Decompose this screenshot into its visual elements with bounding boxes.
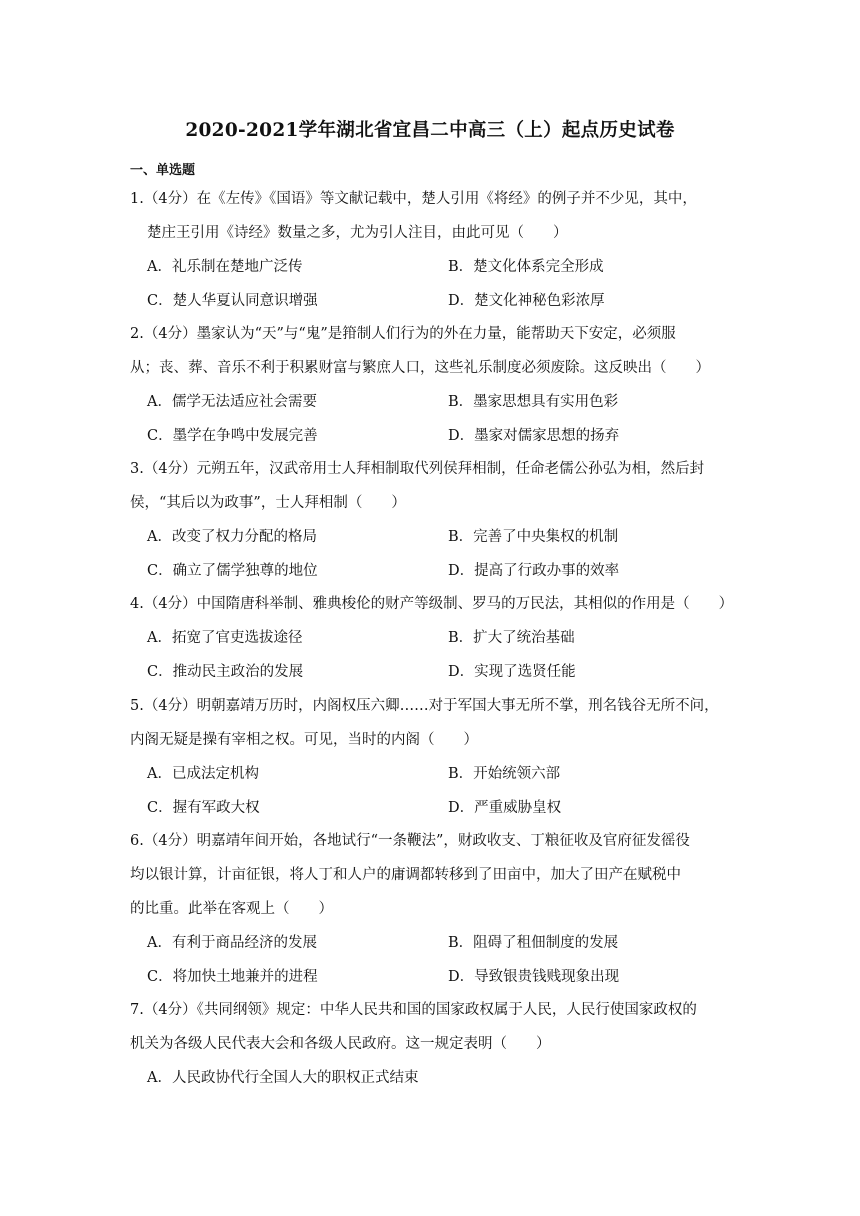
option-b[interactable]: B．扩大了统治基础 xyxy=(448,630,575,646)
question-text: 机关为各级人民代表大会和各级人民政府。这一规定表明（ ） xyxy=(130,1036,551,1052)
question-2 xyxy=(130,323,738,459)
option-c[interactable]: C．推动民主政治的发展 xyxy=(147,664,304,680)
option-b[interactable]: B．楚文化体系完全形成 xyxy=(448,259,604,275)
question-score: （4分） xyxy=(143,461,197,477)
option-a[interactable]: A．已成法定机构 xyxy=(147,766,259,782)
option-a[interactable]: A．人民政协代行全国人大的职权正式结束 xyxy=(147,1070,419,1086)
section-heading: 一、单选题 xyxy=(130,163,196,178)
question-score: （4分） xyxy=(143,833,197,849)
option-c[interactable]: C．将加快土地兼并的进程 xyxy=(147,969,318,985)
option-c[interactable]: C．确立了儒学独尊的地位 xyxy=(147,563,318,579)
question-3 xyxy=(130,458,738,594)
option-d[interactable]: D．提高了行政办事的效率 xyxy=(448,563,620,579)
option-a[interactable]: A．儒学无法适应社会需要 xyxy=(147,394,317,410)
option-a[interactable]: A．礼乐制在楚地广泛传 xyxy=(147,259,303,275)
option-c[interactable]: C．楚人华夏认同意识增强 xyxy=(147,293,318,309)
question-number: 7. xyxy=(130,1002,144,1018)
question-score: （4分） xyxy=(143,191,197,207)
option-b[interactable]: B．阻碍了租佃制度的发展 xyxy=(448,935,619,951)
question-6 xyxy=(130,830,738,1000)
question-score: （4分） xyxy=(143,326,197,342)
option-b[interactable]: B．墨家思想具有实用色彩 xyxy=(448,394,619,410)
question-text: 在《左传》《国语》等文献记载中，楚人引用《将经》的例子并不少见，其中， xyxy=(196,191,697,207)
question-number: 2. xyxy=(130,326,144,342)
option-a[interactable]: A．有利于商品经济的发展 xyxy=(147,935,317,951)
option-b[interactable]: B．完善了中央集权的机制 xyxy=(448,529,619,545)
question-text: 楚庄王引用《诗经》数量之多，尤为引人注目，由此可见（ ） xyxy=(147,225,568,241)
option-d[interactable]: D．楚文化神秘色彩浓厚 xyxy=(448,293,605,309)
question-text: 均以银计算，计亩征银，将人丁和人户的庸调都转移到了田亩中，加大了田产在赋税中 xyxy=(130,867,681,883)
question-text: 明嘉靖年间开始，各地试行“一条鞭法”，财政收支、丁粮征收及官府征发徭役 xyxy=(196,833,690,849)
question-1 xyxy=(130,188,738,324)
option-a[interactable]: A．改变了权力分配的格局 xyxy=(147,529,317,545)
question-text: 元朔五年，汉武帝用士人拜相制取代列侯拜相制，任命老儒公孙弘为相，然后封 xyxy=(196,461,705,477)
question-text: 墨家认为“天”与“鬼”是箝制人们行为的外在力量，能帮助天下安定，必须服 xyxy=(196,326,676,342)
option-c[interactable]: C．握有军政大权 xyxy=(147,800,260,816)
option-c[interactable]: C．墨学在争鸣中发展完善 xyxy=(147,428,318,444)
question-text: 内阁无疑是操有宰相之权。可见，当时的内阁（ ） xyxy=(130,732,478,748)
option-a[interactable]: A．拓宽了官吏选拔途径 xyxy=(147,630,303,646)
option-d[interactable]: D．导致银贵钱贱现象出现 xyxy=(448,969,620,985)
option-b[interactable]: B．开始统领六部 xyxy=(448,766,561,782)
question-text: 侯，“其后以为政事”，士人拜相制（ ） xyxy=(130,495,406,511)
question-score: （4分） xyxy=(143,1002,197,1018)
question-number: 5. xyxy=(130,698,144,714)
exam-title: 2020-2021学年湖北省宜昌二中高三（上）起点历史试卷 xyxy=(185,120,675,141)
question-number: 3. xyxy=(130,461,144,477)
question-text: 的比重。此举在客观上（ ） xyxy=(130,901,333,917)
question-text: 从；丧、葬、音乐不利于积累财富与繁庶人口，这些礼乐制度必须废除。这反映出（ ） xyxy=(130,360,710,376)
question-score: （4分） xyxy=(143,698,197,714)
question-7 xyxy=(130,999,738,1101)
option-d[interactable]: D．墨家对儒家思想的扬弃 xyxy=(448,428,620,444)
option-d[interactable]: D．严重威胁皇权 xyxy=(448,800,562,816)
question-number: 4. xyxy=(130,596,144,612)
question-score: （4分） xyxy=(143,596,197,612)
question-number: 6. xyxy=(130,833,144,849)
question-text: 中国隋唐科举制、雅典梭伦的财产等级制、罗马的万民法，其相似的作用是（ ） xyxy=(196,596,734,612)
question-number: 1. xyxy=(130,191,144,207)
option-d[interactable]: D．实现了选贤任能 xyxy=(448,664,576,680)
question-text: 《共同纲领》规定：中华人民共和国的国家政权属于人民，人民行使国家政权的 xyxy=(196,1002,697,1018)
question-4 xyxy=(130,593,738,695)
question-text: 明朝嘉靖万历时，内阁权压六卿……对于军国大事无所不掌，刑名钱谷无所不问， xyxy=(196,698,719,714)
question-5 xyxy=(130,695,738,831)
